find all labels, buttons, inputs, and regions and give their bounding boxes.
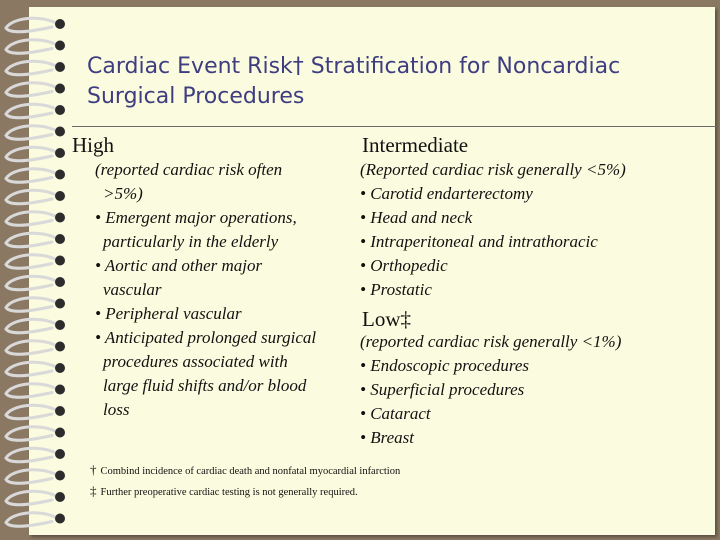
- footnote-2: [90, 483, 358, 499]
- binding-hole-icon: [55, 84, 65, 94]
- binding-ring-icon: [6, 104, 58, 117]
- binding-ring-icon: [6, 405, 58, 418]
- list-item: large fluid shifts and/or blood: [103, 376, 307, 395]
- high-risk-list: [95, 158, 316, 422]
- intermediate-risk-list: [360, 158, 626, 302]
- binding-ring-icon: [6, 255, 58, 268]
- binding-hole-icon: [55, 62, 65, 72]
- footnote-text: Combind incidence of cardiac death and nonfatal myocardial infarction: [100, 466, 401, 477]
- list-item: • Peripheral vascular: [95, 304, 242, 323]
- list-item: (Reported cardiac risk generally <5%): [360, 160, 626, 179]
- list-item: • Endoscopic procedures: [360, 356, 529, 375]
- binding-hole-icon: [55, 449, 65, 459]
- binding-ring-icon: [6, 276, 58, 289]
- binding-hole-icon: [55, 342, 65, 352]
- binding-ring-icon: [6, 40, 58, 53]
- binding-ring-icon: [6, 362, 58, 375]
- list-item: procedures associated with: [103, 352, 288, 371]
- binding-hole-icon: [55, 385, 65, 395]
- binding-hole-icon: [55, 514, 65, 524]
- binding-ring-icon: [6, 491, 58, 504]
- intermediate-heading: Intermediate: [362, 133, 469, 157]
- list-item: • Anticipated prolonged surgical: [95, 328, 317, 347]
- binding-ring-icon: [6, 190, 58, 203]
- binding-hole-icon: [55, 256, 65, 266]
- list-item: • Head and neck: [360, 208, 473, 227]
- list-item: • Emergent major operations,: [95, 208, 297, 227]
- binding-hole-icon: [55, 105, 65, 115]
- list-item: • Intraperitoneal and intrathoracic: [360, 232, 598, 251]
- low-heading: Low‡: [362, 307, 411, 331]
- low-risk-list: [360, 330, 621, 450]
- binding-hole-icon: [55, 234, 65, 244]
- list-item: vascular: [103, 280, 162, 299]
- binding-ring-icon: [6, 18, 58, 31]
- footnote-1: [90, 462, 400, 478]
- binding-ring-icon: [6, 513, 58, 526]
- slide-title: [87, 52, 687, 112]
- binding-hole-icon: [55, 148, 65, 158]
- footnote-symbol: ‡: [90, 483, 97, 498]
- binding-hole-icon: [55, 41, 65, 51]
- binding-hole-icon: [55, 127, 65, 137]
- list-item: • Cataract: [360, 404, 431, 423]
- footnote-text: Further preoperative cardiac testing is not generally required.: [100, 487, 358, 498]
- list-item: • Carotid endarterectomy: [360, 184, 533, 203]
- list-item: (reported cardiac risk often: [95, 160, 283, 179]
- binding-hole-icon: [55, 471, 65, 481]
- binding-hole-icon: [55, 19, 65, 29]
- list-item: • Prostatic: [360, 280, 432, 299]
- binding-ring-icon: [6, 341, 58, 354]
- binding-hole-icon: [55, 492, 65, 502]
- binding-ring-icon: [6, 427, 58, 440]
- binding-hole-icon: [55, 363, 65, 373]
- binding-ring-icon: [6, 470, 58, 483]
- list-item: particularly in the elderly: [103, 232, 279, 251]
- list-item: (reported cardiac risk generally <1%): [360, 332, 622, 351]
- list-item: loss: [103, 400, 130, 419]
- high-heading: High: [72, 133, 114, 157]
- binding-hole-icon: [55, 320, 65, 330]
- list-item: • Orthopedic: [360, 256, 448, 275]
- binding-ring-icon: [6, 126, 58, 139]
- binding-hole-icon: [55, 277, 65, 287]
- divider: [72, 126, 718, 127]
- binding-ring-icon: [6, 298, 58, 311]
- binding-ring-icon: [6, 61, 58, 74]
- binding-ring-icon: [6, 448, 58, 461]
- list-item: • Superficial procedures: [360, 380, 525, 399]
- title-line-1: Cardiac Event Risk† Stratification for Noncardiac: [87, 54, 621, 79]
- binding-ring-icon: [6, 83, 58, 96]
- binding-hole-icon: [55, 191, 65, 201]
- list-item: • Breast: [360, 428, 414, 447]
- list-item: >5%): [103, 184, 143, 203]
- binding-hole-icon: [55, 170, 65, 180]
- spiral-binding-icon: [0, 0, 80, 540]
- binding-ring-icon: [6, 169, 58, 182]
- list-item: • Aortic and other major: [95, 256, 263, 275]
- binding-hole-icon: [55, 299, 65, 309]
- binding-ring-icon: [6, 233, 58, 246]
- binding-ring-icon: [6, 212, 58, 225]
- title-line-2: Surgical Procedures: [87, 84, 305, 109]
- binding-hole-icon: [55, 428, 65, 438]
- footnote-symbol: †: [90, 462, 97, 477]
- binding-hole-icon: [55, 213, 65, 223]
- binding-ring-icon: [6, 147, 58, 160]
- binding-ring-icon: [6, 319, 58, 332]
- binding-ring-icon: [6, 384, 58, 397]
- binding-hole-icon: [55, 406, 65, 416]
